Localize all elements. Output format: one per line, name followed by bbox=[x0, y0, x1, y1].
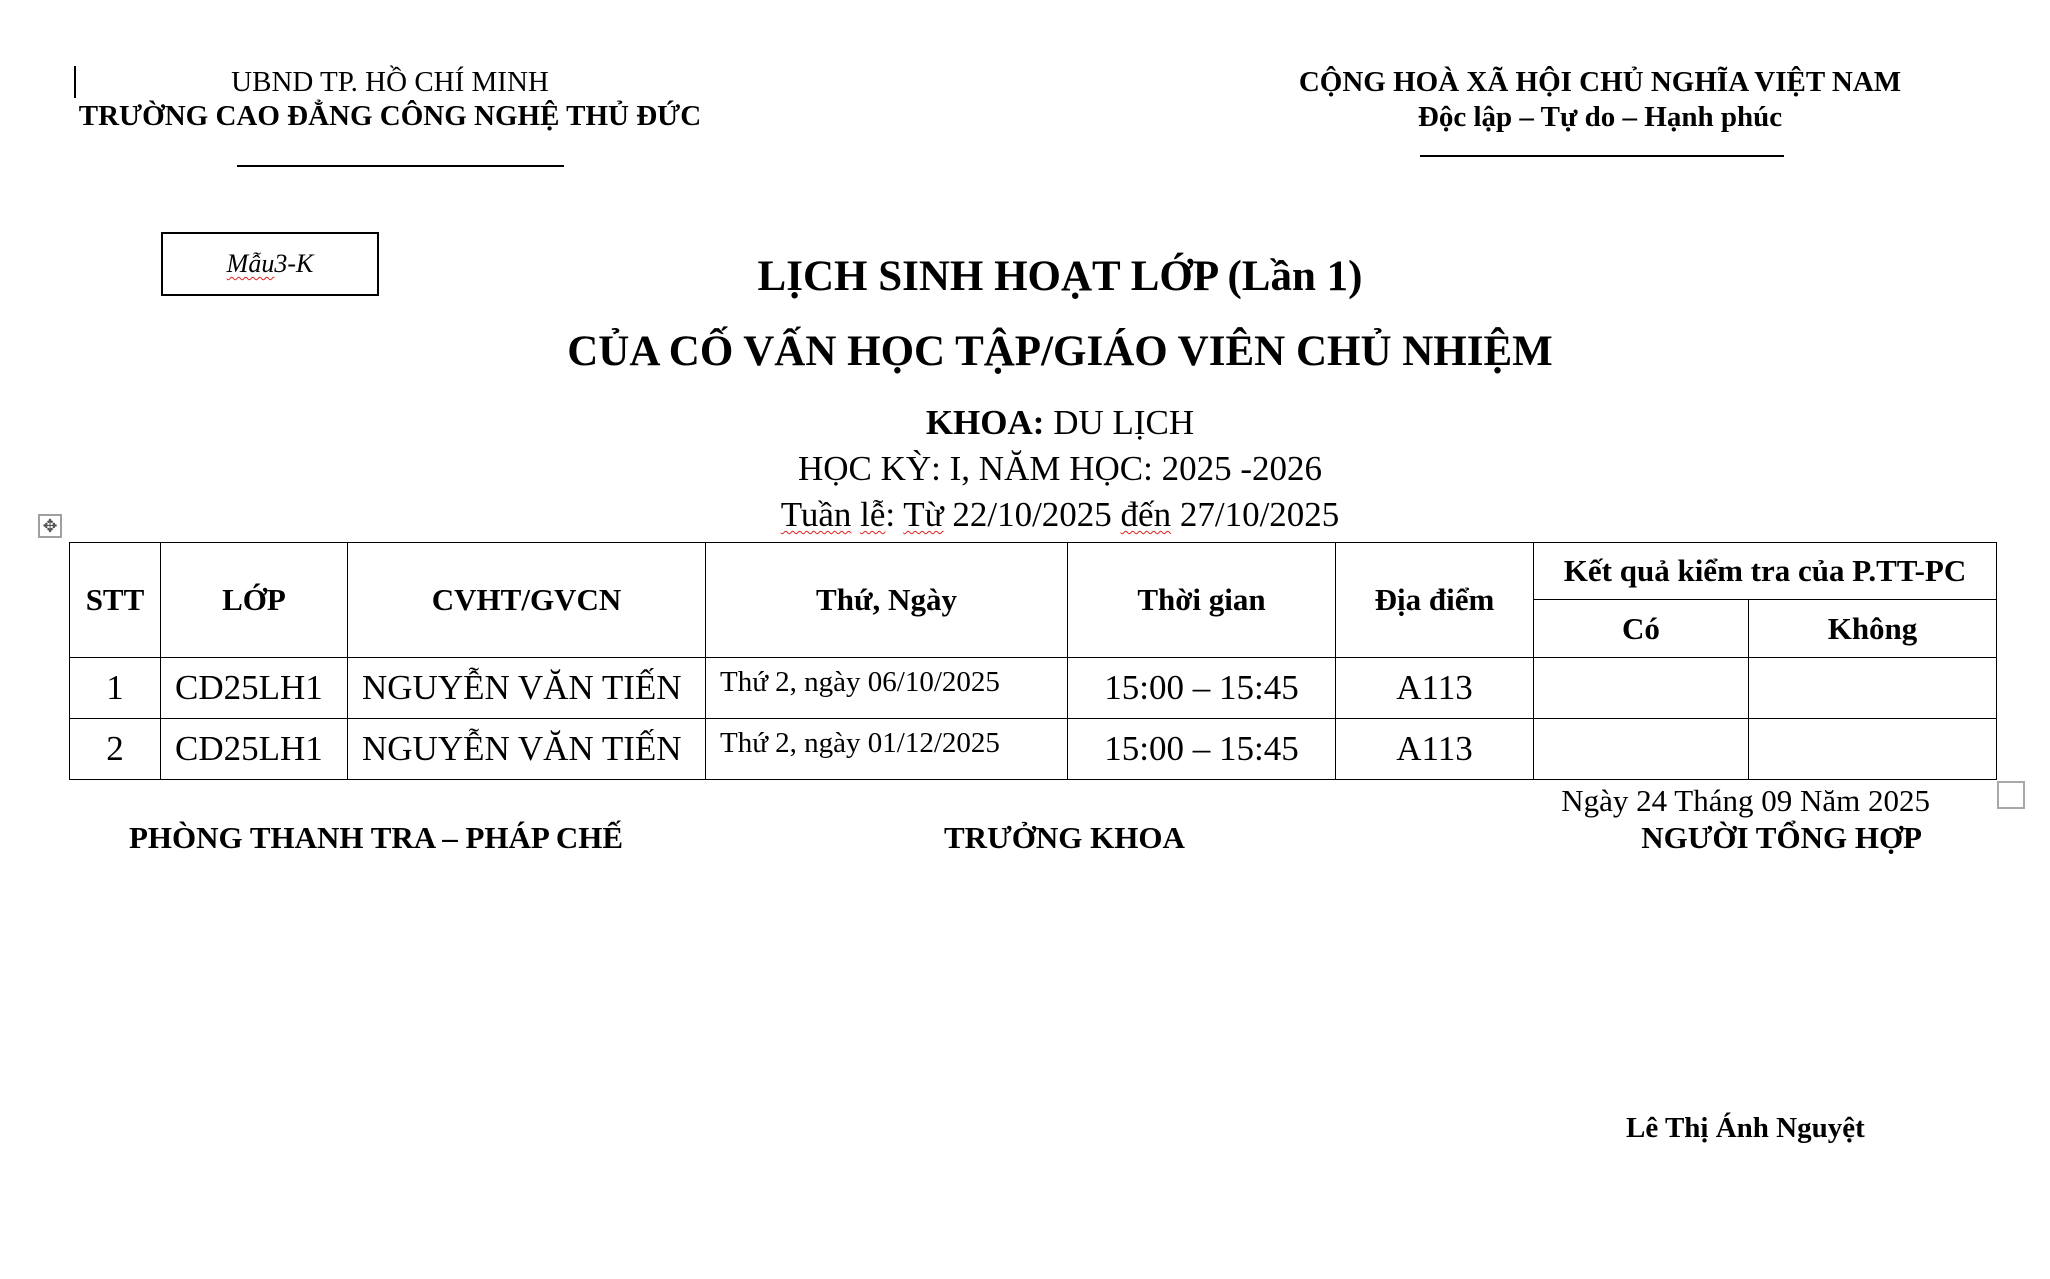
col-header-time: Thời gian bbox=[1068, 543, 1336, 658]
header-left-authority: UBND TP. HỒ CHÍ MINH bbox=[231, 66, 549, 98]
col-header-day-date: Thứ, Ngày bbox=[706, 543, 1068, 658]
cell-location: A113 bbox=[1336, 719, 1534, 780]
cell-time: 15:00 – 15:45 bbox=[1068, 719, 1336, 780]
header-left-divider bbox=[237, 165, 564, 167]
col-header-no: Không bbox=[1749, 600, 1997, 658]
cell-location: A113 bbox=[1336, 658, 1534, 719]
cell-day-date: Thứ 2, ngày 01/12/2025 bbox=[706, 719, 1068, 780]
week-from-word: Từ bbox=[903, 495, 944, 534]
week-word: lễ bbox=[860, 495, 886, 534]
table-header-row bbox=[70, 543, 1997, 600]
document-subtitle: CỦA CỐ VẤN HỌC TẬP/GIÁO VIÊN CHỦ NHIỆM bbox=[567, 328, 1553, 375]
cell-class: CD25LH1 bbox=[161, 658, 348, 719]
table-row bbox=[70, 719, 1997, 780]
signing-date: Ngày 24 Tháng 09 Năm 2025 bbox=[1561, 783, 1930, 818]
cell-time: 15:00 – 15:45 bbox=[1068, 658, 1336, 719]
table-end-marker bbox=[1997, 781, 2025, 809]
header-right-nation: CỘNG HOÀ XÃ HỘI CHỦ NGHĨA VIỆT NAM bbox=[1298, 66, 1902, 98]
faculty-label: KHOA: bbox=[925, 403, 1045, 442]
header-left-school: TRƯỜNG CAO ĐẲNG CÔNG NGHỆ THỦ ĐỨC bbox=[78, 100, 702, 132]
cell-no[interactable] bbox=[1749, 658, 1997, 719]
header-right-divider bbox=[1420, 155, 1784, 157]
week-to-date: 27/10/2025 bbox=[1171, 495, 1340, 534]
col-header-check-result: Kết quả kiểm tra của P.TT-PC bbox=[1534, 543, 1997, 600]
compiler-name: Lê Thị Ánh Nguyệt bbox=[1626, 1112, 1865, 1144]
cell-advisor: NGUYỄN VĂN TIẾN bbox=[348, 719, 706, 780]
week-from-date: 22/10/2025 bbox=[943, 495, 1121, 534]
header-right-motto: Độc lập – Tự do – Hạnh phúc bbox=[1417, 101, 1783, 133]
text-cursor bbox=[74, 66, 76, 98]
cell-yes[interactable] bbox=[1534, 658, 1749, 719]
week-word: Tuần bbox=[780, 495, 852, 534]
signatory-dean: TRƯỞNG KHOA bbox=[944, 820, 1185, 855]
col-header-location: Địa điểm bbox=[1336, 543, 1534, 658]
signatory-compiler: NGƯỜI TỔNG HỢP bbox=[1641, 820, 1922, 855]
col-header-class: LỚP bbox=[161, 543, 348, 658]
semester-line: HỌC KỲ: I, NĂM HỌC: 2025 -2026 bbox=[797, 449, 1323, 488]
table-move-handle-icon[interactable]: ✥ bbox=[38, 514, 62, 538]
col-header-yes: Có bbox=[1534, 600, 1749, 658]
cell-day-date: Thứ 2, ngày 06/10/2025 bbox=[706, 658, 1068, 719]
cell-stt: 1 bbox=[70, 658, 161, 719]
signatory-inspection-office: PHÒNG THANH TRA – PHÁP CHẾ bbox=[129, 820, 624, 855]
form-code-word: Mẫu bbox=[226, 249, 275, 278]
col-header-advisor: CVHT/GVCN bbox=[348, 543, 706, 658]
cell-advisor: NGUYỄN VĂN TIẾN bbox=[348, 658, 706, 719]
faculty-line bbox=[0, 403, 2050, 443]
week-colon: : bbox=[885, 495, 904, 534]
document-title: LỊCH SINH HOẠT LỚP (Lần 1) bbox=[757, 253, 1363, 300]
faculty-value: DU LỊCH bbox=[1044, 403, 1195, 442]
schedule-table bbox=[69, 542, 1997, 780]
cell-stt: 2 bbox=[70, 719, 161, 780]
week-to-word: đến bbox=[1120, 495, 1172, 534]
cell-class: CD25LH1 bbox=[161, 719, 348, 780]
table-row bbox=[70, 658, 1997, 719]
col-header-stt: STT bbox=[70, 543, 161, 658]
week-line bbox=[0, 495, 2050, 535]
cell-yes[interactable] bbox=[1534, 719, 1749, 780]
form-code-number: 3-K bbox=[274, 249, 314, 278]
cell-no[interactable] bbox=[1749, 719, 1997, 780]
